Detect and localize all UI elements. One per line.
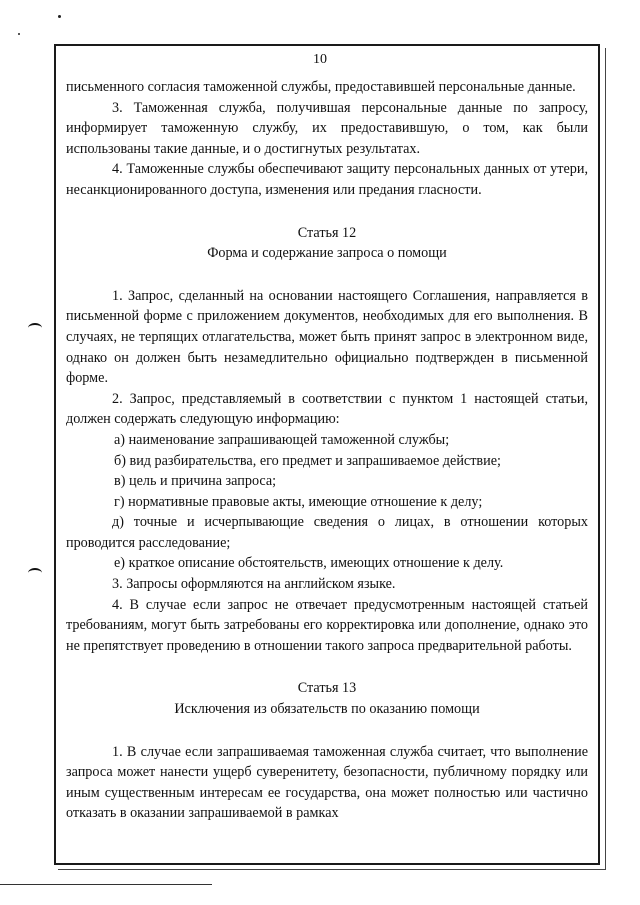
article-13-title: Исключения из обязательств по оказанию помощи — [174, 701, 480, 718]
list-item: в) цель и причина запроса; — [114, 473, 277, 490]
article-12-title: Форма и содержание запроса о помощи — [207, 245, 447, 262]
scan-speck — [58, 15, 61, 18]
article-12-paragraph-3: 3. Запросы оформляются на английском языке. — [112, 576, 396, 593]
article-12-paragraph-2: 2. Запрос, представляемый в соответствии с пунктом 1 настоящей статьи, должен содержать следующую информацию: — [66, 390, 588, 428]
margin-mark — [28, 568, 42, 578]
margin-mark — [28, 323, 42, 333]
page-number: 10 — [313, 52, 327, 67]
list-item: а) наименование запрашивающей таможенной службы; — [114, 431, 450, 448]
paragraph-continuation: письменного согласия таможенной службы, предоставившей персональные данные. — [66, 79, 576, 95]
article-12-number: Статья 12 — [297, 224, 357, 241]
list-item: г) нормативные правовые акты, имеющие отношение к делу; — [114, 493, 483, 510]
paragraph-4: 4. Таможенные службы обеспечивают защиту персональных данных от утери, несанкционированного доступа, изменения или предания гласности. — [66, 161, 588, 198]
article-12-paragraph-1: 1. Запрос, сделанный на основании настоящего Соглашения, направляется в письменной форме с приложением документов, необходимых для его выполнения. В случаях, не терпящих отлагательства, может быть принят запрос в электронном виде, однако он должен быть незамедлительно официально подтвержден в письменной форме. — [66, 287, 588, 387]
list-item: д) точные и исчерпывающие сведения о лицах, в отношении которых проводится расследование; — [66, 514, 588, 551]
article-13-number: Статья 13 — [297, 680, 357, 697]
scan-speck — [18, 33, 20, 35]
paragraph-3: 3. Таможенная служба, получившая персональные данные по запросу, информирует таможенную службу, их предоставившую, о том, как были использованы такие данные, и о достигнутых результатах. — [66, 99, 588, 157]
article-13-paragraph-1: 1. В случае если запрашиваемая таможенная служба считает, что выполнение запроса может нанести ущерб суверенитету, безопасности, публичному порядку или иным существенным интересам ее государства, она может полностью или частично отказать в оказании запрашиваемой в рамках — [66, 743, 588, 822]
list-item: е) краткое описание обстоятельств, имеющих отношение к делу. — [114, 555, 504, 572]
article-12-paragraph-4: 4. В случае если запрос не отвечает предусмотренным настоящей статьей требованиям, могут быть затребованы его корректировка или дополнение, однако это не препятствует проведению в отношении такого запроса предварительной работы. — [66, 596, 588, 654]
document-body — [66, 77, 588, 824]
scan-edge-line — [0, 884, 212, 885]
list-item: б) вид разбирательства, его предмет и запрашиваемое действие; — [114, 452, 501, 469]
